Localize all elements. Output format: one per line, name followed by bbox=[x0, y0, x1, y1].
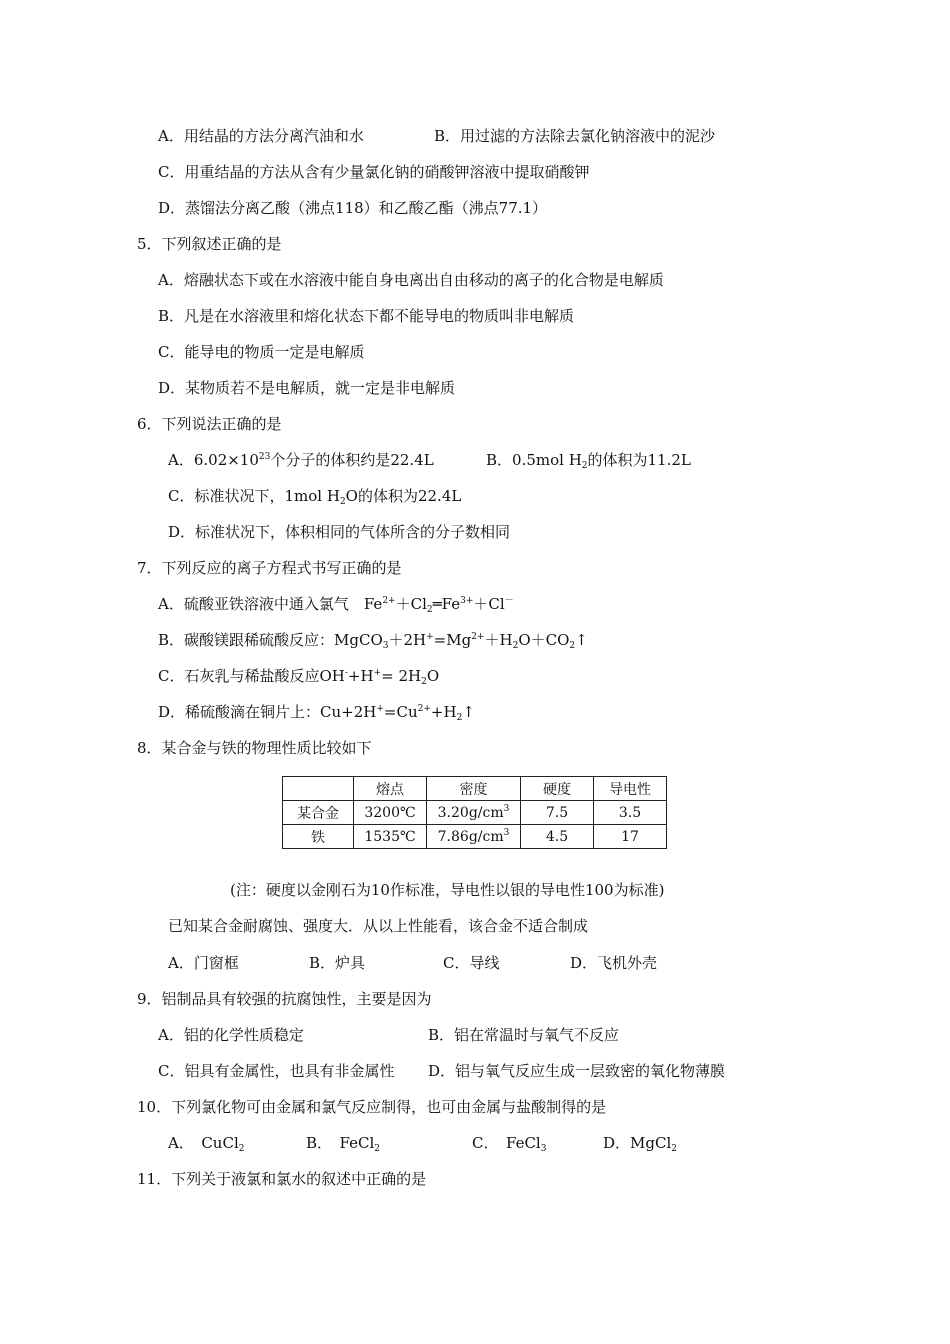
q10-option-b: B． FeCl$_2$ bbox=[306, 1134, 380, 1154]
table-header-cell: 硬度 bbox=[521, 777, 594, 801]
q6-option-b: B．0.5mol $H_2$的体积为11.2L bbox=[486, 451, 691, 471]
table-cell-hardness: 4.5 bbox=[521, 825, 594, 849]
table-cell-density: $3.20g/cm^3$ bbox=[427, 801, 521, 825]
q8-option-b: B．炉具 bbox=[309, 954, 366, 972]
table-header-cell bbox=[283, 777, 354, 801]
table-cell-conductivity: 17 bbox=[594, 825, 667, 849]
q10-option-c: C． FeCl$_3$ bbox=[472, 1134, 547, 1154]
table-cell-melting-point: 3200℃ bbox=[354, 801, 427, 825]
q8-option-d: D．飞机外壳 bbox=[570, 954, 658, 972]
q8-option-c: C．导线 bbox=[443, 954, 500, 972]
table-header-cell: 导电性 bbox=[594, 777, 667, 801]
table-header-cell: 熔点 bbox=[354, 777, 427, 801]
q10-stem: 10．下列氯化物可由金属和氯气反应制得，也可由金属与盐酸制得的是 bbox=[137, 1098, 607, 1116]
q4-option-b: B．用过滤的方法除去氯化钠溶液中的泥沙 bbox=[434, 127, 716, 145]
table-cell-conductivity: 3.5 bbox=[594, 801, 667, 825]
q11-stem: 11．下列关于液氯和氯水的叙述中正确的是 bbox=[137, 1170, 427, 1188]
q8-option-a: A．门窗框 bbox=[168, 954, 239, 972]
table-header-cell: 密度 bbox=[427, 777, 521, 801]
q6-option-d: D．标准状况下，体积相同的气体所含的分子数相同 bbox=[168, 523, 511, 541]
q6-option-a: A．$6.02\times 10^{23}$个分子的体积约是22.4L bbox=[168, 451, 434, 469]
table-cell-melting-point: 1535℃ bbox=[354, 825, 427, 849]
q9-option-b: B．铝在常温时与氧气不反应 bbox=[428, 1026, 620, 1044]
q5-option-c: C．能导电的物质一定是电解质 bbox=[158, 343, 365, 361]
q7-option-d: D．稀硫酸滴在铜片上：$Cu+2H^+=Cu^{2+}+H_2↑$ bbox=[158, 703, 475, 723]
q7-stem: 7．下列反应的离子方程式书写正确的是 bbox=[137, 559, 402, 577]
q8-stem: 8．某合金与铁的物理性质比较如下 bbox=[137, 739, 372, 757]
q9-option-c: C．铝具有金属性，也具有非金属性 bbox=[158, 1062, 395, 1080]
table-row bbox=[283, 801, 667, 825]
q9-option-a: A．铝的化学性质稳定 bbox=[158, 1026, 304, 1044]
table-cell-name: 铁 bbox=[283, 825, 354, 849]
table-cell-hardness: 7.5 bbox=[521, 801, 594, 825]
q4-option-d: D．蒸馏法分离乙酸（沸点118）和乙酸乙酯（沸点77.1） bbox=[158, 199, 548, 217]
table-header-row bbox=[283, 777, 667, 801]
table-cell-name: 某合金 bbox=[283, 801, 354, 825]
properties-table bbox=[282, 776, 667, 849]
q4-option-c: C．用重结晶的方法从含有少量氯化钠的硝酸钾溶液中提取硝酸钾 bbox=[158, 163, 590, 181]
q5-option-b: B．凡是在水溶液里和熔化状态下都不能导电的物质叫非电解质 bbox=[158, 307, 575, 325]
q7-option-b: B．碳酸镁跟稀硫酸反应：$MgCO_3+2H^+=Mg^{2+}+H_2O+CO_2↑$ bbox=[158, 631, 588, 651]
q6-stem: 6．下列说法正确的是 bbox=[137, 415, 282, 433]
q9-option-d: D．铝与氧气反应生成一层致密的氧化物薄膜 bbox=[428, 1062, 726, 1080]
q5-option-a: A．熔融状态下或在水溶液中能自身电离出自由移动的离子的化合物是电解质 bbox=[158, 271, 664, 289]
q5-option-d: D．某物质若不是电解质，就一定是非电解质 bbox=[158, 379, 456, 397]
q10-option-d: D．MgCl$_2$ bbox=[603, 1134, 677, 1154]
q8-note: (注：硬度以金刚石为10作标准，导电性以银的导电性100为标准) bbox=[230, 881, 665, 899]
q10-option-a: A． CuCl$_2$ bbox=[168, 1134, 245, 1154]
q4-option-a: A．用结晶的方法分离汽油和水 bbox=[158, 127, 364, 145]
q7-option-c: C．石灰乳与稀盐酸反应$OH^-+H^+= 2H_2O$ bbox=[158, 667, 440, 687]
q9-stem: 9．铝制品具有较强的抗腐蚀性，主要是因为 bbox=[137, 990, 432, 1008]
q8-text: 已知某合金耐腐蚀、强度大．从以上性能看，该合金不适合制成 bbox=[168, 917, 589, 935]
q7-option-a: A．硫酸亚铁溶液中通入氯气 $Fe^{2+}+Cl_2═Fe^{3+}+Cl^-$ bbox=[158, 595, 514, 615]
q6-option-c: C．标准状况下，1mol $H_2O$的体积为22.4L bbox=[168, 487, 462, 507]
table-cell-density: $7.86g/cm^3$ bbox=[427, 825, 521, 849]
table-row bbox=[283, 825, 667, 849]
q5-stem: 5．下列叙述正确的是 bbox=[137, 235, 282, 253]
